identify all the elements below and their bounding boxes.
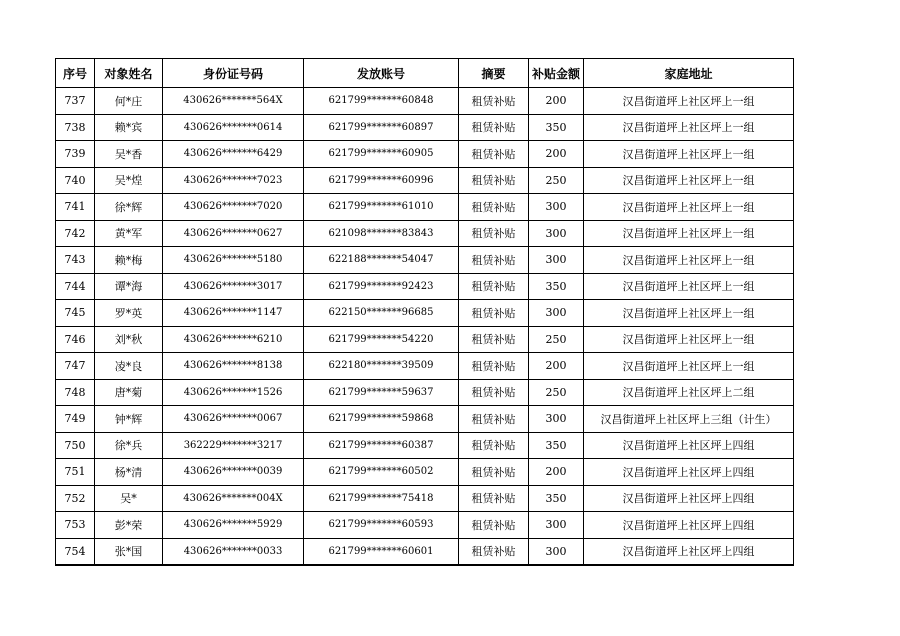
cell-address: 汉昌街道坪上社区坪上一组 — [584, 247, 794, 274]
header-amount: 补贴金额 — [529, 59, 584, 88]
cell-address: 汉昌街道坪上社区坪上一组 — [584, 353, 794, 380]
table-row — [56, 326, 794, 353]
table-row — [56, 194, 794, 221]
cell-serial: 751 — [56, 459, 95, 486]
cell-serial: 739 — [56, 141, 95, 168]
cell-serial: 737 — [56, 88, 95, 115]
header-serial: 序号 — [56, 59, 95, 88]
cell-summary: 租赁补贴 — [459, 88, 529, 115]
cell-serial: 740 — [56, 167, 95, 194]
cell-account: 622180*******39509 — [304, 353, 459, 380]
cell-address: 汉昌街道坪上社区坪上一组 — [584, 88, 794, 115]
cell-account: 621799*******60848 — [304, 88, 459, 115]
cell-summary: 租赁补贴 — [459, 273, 529, 300]
cell-serial: 741 — [56, 194, 95, 221]
cell-summary: 租赁补贴 — [459, 538, 529, 565]
header-name: 对象姓名 — [95, 59, 163, 88]
subsidy-table — [55, 58, 794, 566]
cell-id-number: 430626*******564X — [163, 88, 304, 115]
cell-address: 汉昌街道坪上社区坪上四组 — [584, 485, 794, 512]
table-row — [56, 220, 794, 247]
cell-account: 621799*******60996 — [304, 167, 459, 194]
cell-id-number: 430626*******0614 — [163, 114, 304, 141]
cell-summary: 租赁补贴 — [459, 459, 529, 486]
cell-address: 汉昌街道坪上社区坪上一组 — [584, 167, 794, 194]
cell-account: 621098*******83843 — [304, 220, 459, 247]
table-row — [56, 141, 794, 168]
table-body — [56, 88, 794, 566]
cell-name: 凌*良 — [95, 353, 163, 380]
cell-amount: 300 — [529, 247, 584, 274]
cell-id-number: 430626*******6210 — [163, 326, 304, 353]
cell-account: 621799*******60593 — [304, 512, 459, 539]
cell-address: 汉昌街道坪上社区坪上二组 — [584, 379, 794, 406]
cell-amount: 350 — [529, 114, 584, 141]
cell-address: 汉昌街道坪上社区坪上一组 — [584, 300, 794, 327]
cell-name: 何*庄 — [95, 88, 163, 115]
cell-name: 谭*海 — [95, 273, 163, 300]
cell-name: 钟*辉 — [95, 406, 163, 433]
cell-id-number: 430626*******1526 — [163, 379, 304, 406]
table-row — [56, 167, 794, 194]
table-row — [56, 459, 794, 486]
cell-id-number: 362229*******3217 — [163, 432, 304, 459]
cell-summary: 租赁补贴 — [459, 194, 529, 221]
cell-serial: 746 — [56, 326, 95, 353]
cell-amount: 200 — [529, 141, 584, 168]
cell-id-number: 430626*******0067 — [163, 406, 304, 433]
cell-amount: 300 — [529, 194, 584, 221]
cell-amount: 300 — [529, 538, 584, 565]
cell-name: 吴* — [95, 485, 163, 512]
cell-account: 621799*******59868 — [304, 406, 459, 433]
cell-id-number: 430626*******8138 — [163, 353, 304, 380]
cell-summary: 租赁补贴 — [459, 406, 529, 433]
cell-account: 621799*******61010 — [304, 194, 459, 221]
cell-name: 吴*煌 — [95, 167, 163, 194]
table-row — [56, 538, 794, 565]
cell-serial: 754 — [56, 538, 95, 565]
cell-summary: 租赁补贴 — [459, 300, 529, 327]
cell-account: 621799*******60897 — [304, 114, 459, 141]
cell-address: 汉昌街道坪上社区坪上一组 — [584, 220, 794, 247]
cell-name: 黄*军 — [95, 220, 163, 247]
cell-address: 汉昌街道坪上社区坪上一组 — [584, 194, 794, 221]
cell-id-number: 430626*******7020 — [163, 194, 304, 221]
cell-account: 622150*******96685 — [304, 300, 459, 327]
table-row — [56, 88, 794, 115]
cell-serial: 744 — [56, 273, 95, 300]
cell-amount: 300 — [529, 220, 584, 247]
header-summary: 摘要 — [459, 59, 529, 88]
cell-address: 汉昌街道坪上社区坪上三组（计生） — [584, 406, 794, 433]
cell-id-number: 430626*******0039 — [163, 459, 304, 486]
cell-amount: 350 — [529, 432, 584, 459]
cell-account: 622188*******54047 — [304, 247, 459, 274]
cell-address: 汉昌街道坪上社区坪上四组 — [584, 512, 794, 539]
header-id-number: 身份证号码 — [163, 59, 304, 88]
table-row — [56, 300, 794, 327]
cell-address: 汉昌街道坪上社区坪上一组 — [584, 326, 794, 353]
cell-name: 彭*荣 — [95, 512, 163, 539]
cell-serial: 748 — [56, 379, 95, 406]
cell-account: 621799*******59637 — [304, 379, 459, 406]
cell-amount: 300 — [529, 300, 584, 327]
cell-account: 621799*******60601 — [304, 538, 459, 565]
cell-name: 杨*清 — [95, 459, 163, 486]
header-address: 家庭地址 — [584, 59, 794, 88]
cell-address: 汉昌街道坪上社区坪上四组 — [584, 459, 794, 486]
cell-name: 徐*辉 — [95, 194, 163, 221]
cell-id-number: 430626*******5180 — [163, 247, 304, 274]
cell-amount: 200 — [529, 88, 584, 115]
cell-serial: 750 — [56, 432, 95, 459]
cell-account: 621799*******60502 — [304, 459, 459, 486]
cell-amount: 350 — [529, 273, 584, 300]
cell-serial: 752 — [56, 485, 95, 512]
cell-id-number: 430626*******7023 — [163, 167, 304, 194]
cell-id-number: 430626*******5929 — [163, 512, 304, 539]
cell-summary: 租赁补贴 — [459, 432, 529, 459]
cell-serial: 747 — [56, 353, 95, 380]
cell-id-number: 430626*******0627 — [163, 220, 304, 247]
table-row — [56, 114, 794, 141]
cell-name: 吴*香 — [95, 141, 163, 168]
cell-id-number: 430626*******1147 — [163, 300, 304, 327]
cell-address: 汉昌街道坪上社区坪上四组 — [584, 432, 794, 459]
cell-account: 621799*******92423 — [304, 273, 459, 300]
cell-account: 621799*******60387 — [304, 432, 459, 459]
table-row — [56, 485, 794, 512]
cell-summary: 租赁补贴 — [459, 485, 529, 512]
cell-id-number: 430626*******6429 — [163, 141, 304, 168]
table-row — [56, 406, 794, 433]
table-row — [56, 432, 794, 459]
cell-summary: 租赁补贴 — [459, 141, 529, 168]
cell-summary: 租赁补贴 — [459, 220, 529, 247]
cell-account: 621799*******75418 — [304, 485, 459, 512]
header-row — [56, 59, 794, 88]
cell-amount: 250 — [529, 167, 584, 194]
cell-name: 刘*秋 — [95, 326, 163, 353]
cell-id-number: 430626*******004X — [163, 485, 304, 512]
cell-summary: 租赁补贴 — [459, 167, 529, 194]
cell-summary: 租赁补贴 — [459, 353, 529, 380]
cell-summary: 租赁补贴 — [459, 379, 529, 406]
cell-amount: 300 — [529, 512, 584, 539]
cell-name: 罗*英 — [95, 300, 163, 327]
cell-amount: 350 — [529, 485, 584, 512]
table-header — [56, 59, 794, 88]
cell-amount: 250 — [529, 379, 584, 406]
cell-amount: 300 — [529, 406, 584, 433]
cell-serial: 743 — [56, 247, 95, 274]
cell-address: 汉昌街道坪上社区坪上一组 — [584, 273, 794, 300]
cell-name: 唐*菊 — [95, 379, 163, 406]
cell-address: 汉昌街道坪上社区坪上四组 — [584, 538, 794, 565]
cell-serial: 738 — [56, 114, 95, 141]
cell-name: 徐*兵 — [95, 432, 163, 459]
cell-serial: 742 — [56, 220, 95, 247]
table-row — [56, 273, 794, 300]
cell-name: 赖*梅 — [95, 247, 163, 274]
cell-account: 621799*******60905 — [304, 141, 459, 168]
cell-summary: 租赁补贴 — [459, 512, 529, 539]
cell-amount: 200 — [529, 353, 584, 380]
cell-id-number: 430626*******0033 — [163, 538, 304, 565]
cell-summary: 租赁补贴 — [459, 247, 529, 274]
cell-amount: 200 — [529, 459, 584, 486]
table-row — [56, 379, 794, 406]
table-row — [56, 512, 794, 539]
cell-address: 汉昌街道坪上社区坪上一组 — [584, 114, 794, 141]
cell-serial: 753 — [56, 512, 95, 539]
cell-summary: 租赁补贴 — [459, 114, 529, 141]
cell-serial: 745 — [56, 300, 95, 327]
table-row — [56, 247, 794, 274]
header-account: 发放账号 — [304, 59, 459, 88]
table-row — [56, 353, 794, 380]
cell-amount: 250 — [529, 326, 584, 353]
cell-name: 张*国 — [95, 538, 163, 565]
cell-address: 汉昌街道坪上社区坪上一组 — [584, 141, 794, 168]
cell-summary: 租赁补贴 — [459, 326, 529, 353]
cell-id-number: 430626*******3017 — [163, 273, 304, 300]
cell-serial: 749 — [56, 406, 95, 433]
cell-account: 621799*******54220 — [304, 326, 459, 353]
cell-name: 赖*宾 — [95, 114, 163, 141]
